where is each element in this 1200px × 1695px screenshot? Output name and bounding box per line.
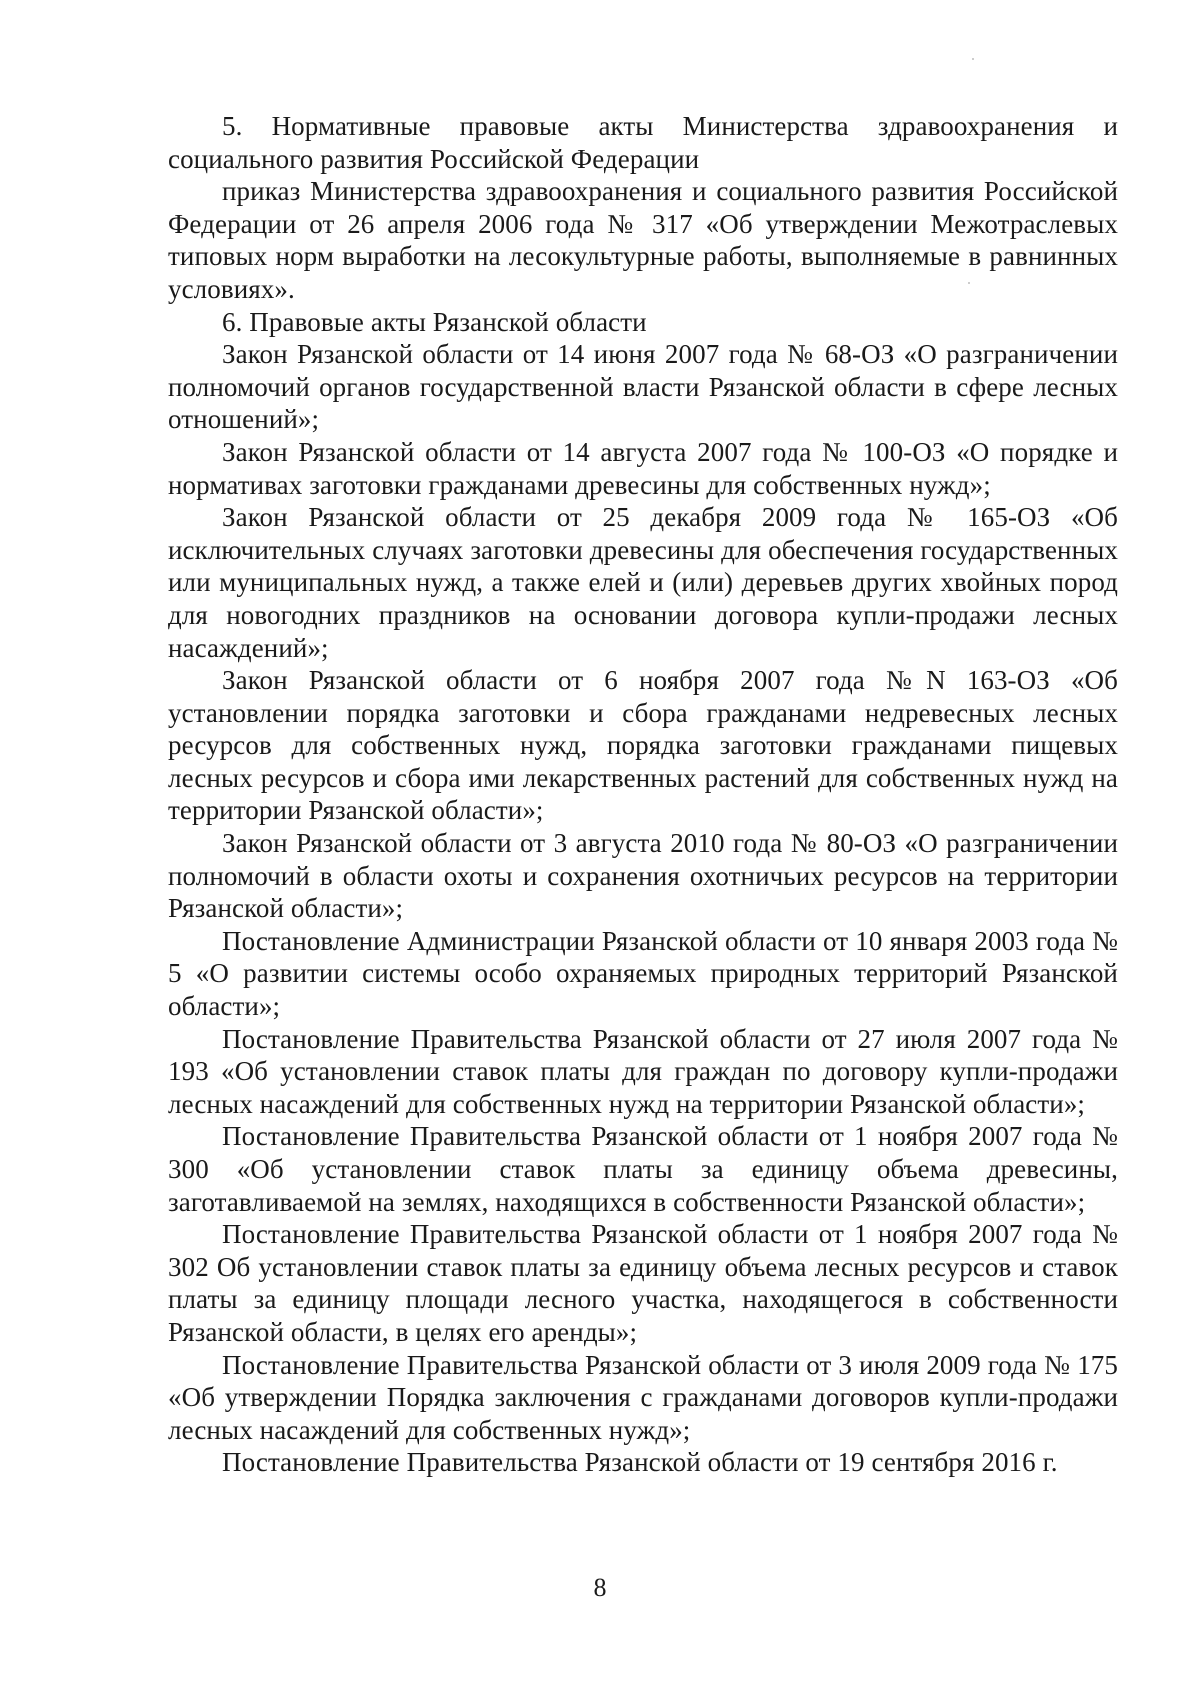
paragraph: Постановление Правительства Рязанской области от 1 ноября 2007 года № 302 Об установлении ставок платы за единицу объема лесных ресурсов и ставок платы за единицу площади лесного участка, находящегося в собственности Рязанской области, в целях его аренды»;	[168, 1219, 1118, 1347]
document-body	[168, 110, 1118, 1479]
paragraph: Постановление Правительства Рязанской области от 27 июля 2007 года № 193 «Об установлении ставок платы для граждан по договору купли-продажи лесных насаждений для собственных нужд на территории Рязанской области»;	[168, 1023, 1118, 1119]
paragraph: Закон Рязанской области от 14 августа 2007 года № 100-ОЗ «О порядке и нормативах заготовки гражданами древесины для собственных нужд»;	[168, 436, 1118, 500]
paragraph: Закон Рязанской области от 6 ноября 2007 года №N 163-ОЗ «Об установлении порядка заготовки и сбора гражданами недревесных лесных ресурсов для собственных нужд, порядка заготовки гражданами пищевых лесных ресурсов и сбора ими лекарственных растений для собственных нужд на территории Рязанской области»;	[168, 665, 1118, 826]
paragraph: Постановление Администрации Рязанской области от 10 января 2003 года № 5 «О развитии системы особо охраняемых природных территорий Рязанской области»;	[168, 925, 1118, 1022]
paragraph: приказ Министерства здравоохранения и социального развития Российской Федерации от 26 апреля 2006 года № 317 «Об утверждении Межотраслевых типовых норм выработки на лесокультурные работы, выполняемые в равнинных условиях».	[168, 176, 1118, 304]
paragraph: Закон Рязанской области от 14 июня 2007 года № 68-ОЗ «О разграничении полномочий органов государственной власти Рязанской области в сфере лесных отношений»;	[168, 339, 1118, 435]
paragraph: Закон Рязанской области от 3 августа 2010 года № 80-ОЗ «О разграничении полномочий в области охоты и сохранения охотничьих ресурсов на территории Рязанской области»;	[168, 828, 1118, 924]
paragraph: Постановление Правительства Рязанской области от 3 июля 2009 года № 175 «Об утверждении Порядка заключения с гражданами договоров купли-продажи лесных насаждений для собственных нужд»;	[168, 1349, 1118, 1445]
page-number: 8	[593, 1573, 607, 1602]
section-heading-5: 5. Нормативные правовые акты Министерства здравоохранения и социального развития Российской Федерации	[168, 111, 1118, 174]
section-heading-6: 6. Правовые акты Рязанской области	[222, 306, 647, 337]
paragraph: Постановление Правительства Рязанской области от 1 ноября 2007 года № 300 «Об установлении ставок платы за единицу объема древесины, заготавливаемой на землях, находящихся в собственности Рязанской области»;	[168, 1121, 1118, 1217]
scan-speck	[972, 58, 974, 60]
paragraph: Закон Рязанской области от 25 декабря 2009 года № 165-ОЗ «Об исключительных случаях заготовки древесины для обеспечения государственных или муниципальных нужд, а также елей и (или) деревьев других хвойных пород для новогодних праздников на основании договора купли-продажи лесных насаждений»;	[168, 502, 1118, 663]
paragraph: Постановление Правительства Рязанской области от 19 сентября 2016 г.	[222, 1447, 1058, 1478]
